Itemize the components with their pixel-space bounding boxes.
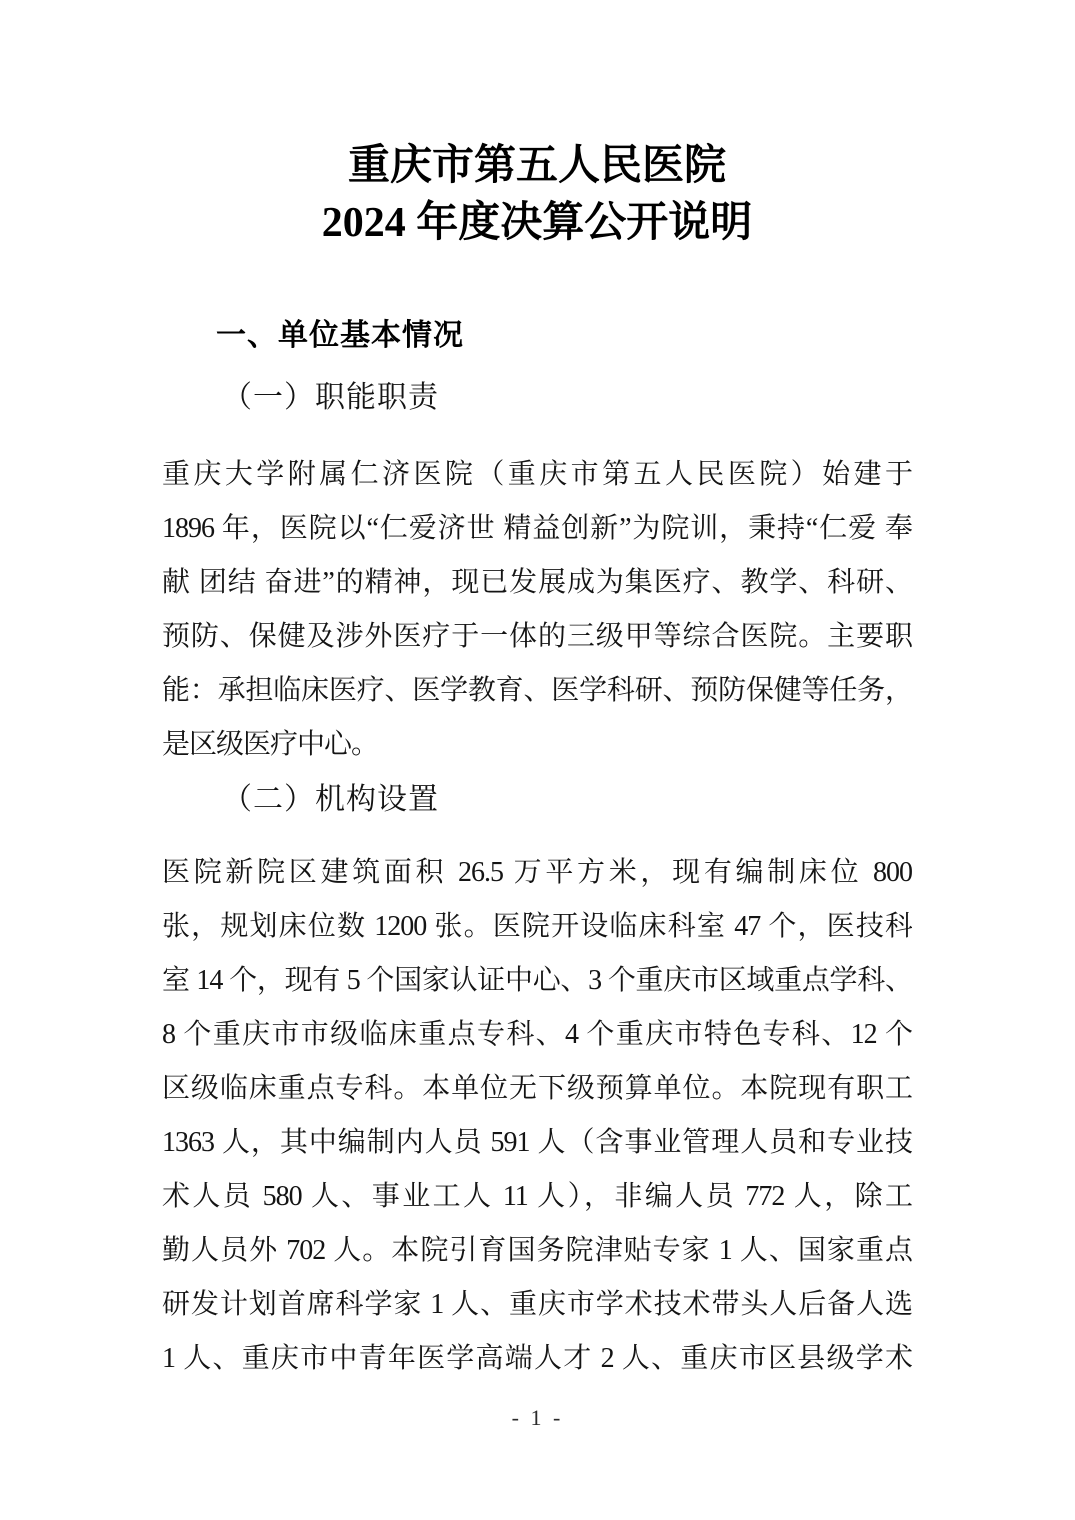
text-line: 医院新院区建筑面积 26.5 万平方米，现有编制床位 800 xyxy=(162,857,912,888)
section-heading-basic-info: 一、单位基本情况 xyxy=(216,319,464,352)
page-number: - 1 - xyxy=(511,1405,564,1430)
text-line: 室 14 个，现有 5 个国家认证中心、3 个重庆市区域重点学科、 xyxy=(162,965,912,996)
document-title xyxy=(162,138,912,252)
document-content xyxy=(162,0,912,1386)
text-line: 8 个重庆市市级临床重点专科、4 个重庆市特色专科、12 个 xyxy=(162,1019,912,1050)
document-title-line2: 2024 年度决算公开说明 xyxy=(321,200,753,246)
text-line: 1 人、重庆市中青年医学高端人才 2 人、重庆市区县级学术 xyxy=(162,1343,912,1374)
text-line: 勤人员外 702 人。本院引育国务院津贴专家 1 人、国家重点 xyxy=(162,1235,912,1266)
text-line: 能：承担临床医疗、医学教育、医学科研、预防保健等任务， xyxy=(162,675,912,706)
subsection-heading-duties: （一）职能职责 xyxy=(222,381,439,414)
text-line: 术人员 580 人、事业工人 11 人），非编人员 772 人，除工 xyxy=(162,1181,912,1212)
text-line: 预防、保健及涉外医疗于一体的三级甲等综合医院。主要职 xyxy=(162,621,912,652)
text-line: 研发计划首席科学家 1 人、重庆市学术技术带头人后备人选 xyxy=(162,1289,912,1320)
text-line: 1896 年，医院以“仁爱济世 精益创新”为院训，秉持“仁爱 奉 xyxy=(162,513,912,544)
document-title-line1: 重庆市第五人民医院 xyxy=(347,143,726,189)
text-line: 重庆大学附属仁济医院（重庆市第五人民医院）始建于 xyxy=(162,459,912,490)
paragraph-duties xyxy=(162,448,912,772)
text-line: 1363 人，其中编制内人员 591 人（含事业管理人员和专业技 xyxy=(162,1127,912,1158)
text-line: 是区级医疗中心。 xyxy=(162,729,379,760)
text-line: 献 团结 奋进”的精神，现已发展成为集医疗、教学、科研、 xyxy=(162,567,912,598)
paragraph-organization xyxy=(162,846,912,1386)
text-line: 区级临床重点专科。本单位无下级预算单位。本院现有职工 xyxy=(162,1073,912,1104)
text-line: 张，规划床位数 1200 张。医院开设临床科室 47 个，医技科 xyxy=(162,911,912,942)
subsection-heading-organization: （二）机构设置 xyxy=(222,783,439,816)
